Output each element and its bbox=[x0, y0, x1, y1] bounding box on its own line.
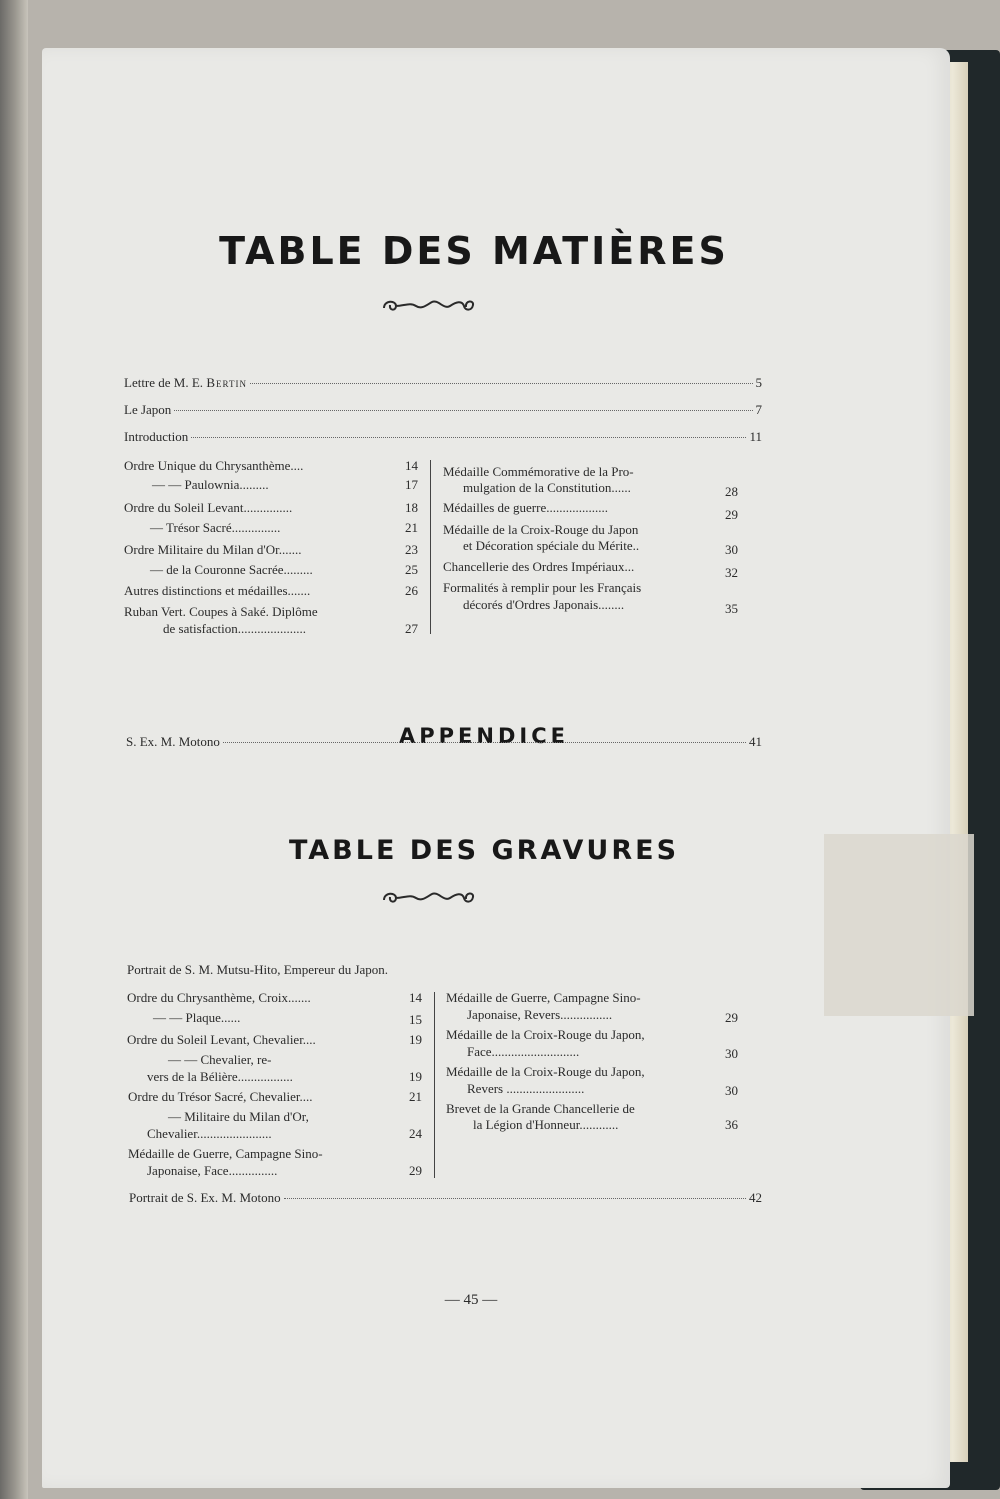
toc-entry: Lettre de M. E. Bertin 5 bbox=[124, 375, 762, 390]
gravure-left-line: — — Chevalier, re- bbox=[168, 1052, 272, 1067]
toc-right-page: 30 bbox=[725, 542, 738, 557]
page-title-gravures: TABLE DES GRAVURES bbox=[288, 835, 680, 866]
toc-right-line: décorés d'Ordres Japonais........ bbox=[463, 597, 625, 612]
gravure-right-page: 29 bbox=[725, 1010, 738, 1025]
gravure-right-line: Revers ........................ bbox=[467, 1081, 585, 1096]
toc-left-page: 26 bbox=[405, 583, 418, 598]
gravure-left-line: Ordre du Chrysanthème, Croix....... bbox=[127, 990, 311, 1005]
toc-right-page: 35 bbox=[725, 601, 738, 616]
toc-entry: Introduction 11 bbox=[124, 429, 762, 444]
toc-entry: S. Ex. M. Motono 41 bbox=[126, 734, 762, 749]
gravure-right-line: la Légion d'Honneur............ bbox=[473, 1117, 619, 1132]
gravure-left-line: Ordre du Soleil Levant, Chevalier.... bbox=[127, 1032, 316, 1047]
page-title-matieres: TABLE DES MATIÈRES bbox=[219, 229, 729, 273]
gravure-left-page: 21 bbox=[409, 1089, 422, 1104]
toc-left-page: 14 bbox=[405, 458, 418, 473]
book-page bbox=[42, 48, 950, 1488]
gravure-right-line: Brevet de la Grande Chancellerie de bbox=[446, 1101, 635, 1116]
gravure-left-page: 19 bbox=[409, 1032, 422, 1047]
gravure-right-line: Médaille de Guerre, Campagne Sino- bbox=[446, 990, 641, 1005]
gravure-left-line: Japonaise, Face............... bbox=[147, 1163, 278, 1178]
toc-left-page: 21 bbox=[405, 520, 418, 535]
gravure-right-line: Médaille de la Croix-Rouge du Japon, bbox=[446, 1064, 645, 1079]
toc-right-line: Médaille Commémorative de la Pro- bbox=[443, 464, 634, 479]
gravure-left-page: 19 bbox=[409, 1069, 422, 1084]
ornament-divider bbox=[380, 888, 480, 908]
toc-right-page: 32 bbox=[725, 565, 738, 580]
column-divider bbox=[430, 460, 431, 634]
toc-right-line: Médailles de guerre................... bbox=[443, 500, 608, 515]
ornament-divider bbox=[380, 296, 480, 316]
toc-left-line: — Trésor Sacré............... bbox=[150, 520, 281, 535]
gravure-left-page: 24 bbox=[409, 1126, 422, 1141]
toc-left-page: 18 bbox=[405, 500, 418, 515]
toc-right-line: Médaille de la Croix-Rouge du Japon bbox=[443, 522, 639, 537]
toc-left-page: 25 bbox=[405, 562, 418, 577]
toc-left-page: 27 bbox=[405, 621, 418, 636]
gravure-right-line: Face........................... bbox=[467, 1044, 580, 1059]
gravure-left-line: Médaille de Guerre, Campagne Sino- bbox=[128, 1146, 323, 1161]
toc-left-line: — de la Couronne Sacrée......... bbox=[150, 562, 313, 577]
gravure-right-page: 30 bbox=[725, 1046, 738, 1061]
section-title-appendice: APPENDICE bbox=[399, 724, 569, 748]
toc-left-line: Ordre Militaire du Milan d'Or....... bbox=[124, 542, 302, 557]
toc-left-line: Autres distinctions et médailles....... bbox=[124, 583, 311, 598]
gravure-right-line: Médaille de la Croix-Rouge du Japon, bbox=[446, 1027, 645, 1042]
column-divider bbox=[434, 992, 435, 1178]
gravure-left-line: Chevalier....................... bbox=[147, 1126, 272, 1141]
gravure-left-page: 29 bbox=[409, 1163, 422, 1178]
book-spine-edge bbox=[0, 0, 28, 1499]
toc-right-line: et Décoration spéciale du Mérite.. bbox=[463, 538, 640, 553]
gravure-left-line: vers de la Bélière................. bbox=[147, 1069, 293, 1084]
gravure-left-page: 15 bbox=[409, 1012, 422, 1027]
toc-left-page: 17 bbox=[405, 477, 418, 492]
gravure-left-page: 14 bbox=[409, 990, 422, 1005]
toc-left-line: — — Paulownia......... bbox=[152, 477, 269, 492]
gravure-right-page: 30 bbox=[725, 1083, 738, 1098]
gravure-left-line: Ordre du Trésor Sacré, Chevalier.... bbox=[128, 1089, 313, 1104]
toc-left-line: Ordre Unique du Chrysanthème.... bbox=[124, 458, 304, 473]
gravure-right-line: Japonaise, Revers................ bbox=[467, 1007, 613, 1022]
gravure-left-line: — Militaire du Milan d'Or, bbox=[168, 1109, 309, 1124]
toc-left-page: 23 bbox=[405, 542, 418, 557]
toc-right-line: Chancellerie des Ordres Impériaux... bbox=[443, 559, 635, 574]
toc-right-page: 28 bbox=[725, 484, 738, 499]
toc-right-line: mulgation de la Constitution...... bbox=[463, 480, 631, 495]
toc-entry: Portrait de S. Ex. M. Motono 42 bbox=[129, 1190, 762, 1205]
gravure-left-line: — — Plaque...... bbox=[153, 1010, 241, 1025]
toc-left-line: Ruban Vert. Coupes à Saké. Diplôme bbox=[124, 604, 318, 619]
toc-right-line: Formalités à remplir pour les Français bbox=[443, 580, 642, 595]
page-number: — 45 — bbox=[444, 1292, 498, 1308]
toc-right-page: 29 bbox=[725, 507, 738, 522]
toc-entry: Le Japon 7 bbox=[124, 402, 762, 417]
gravure-intro: Portrait de S. M. Mutsu-Hito, Empereur du Japon. bbox=[127, 962, 389, 977]
toc-left-line: Ordre du Soleil Levant............... bbox=[124, 500, 293, 515]
gravure-right-page: 36 bbox=[725, 1117, 738, 1132]
toc-left-line: de satisfaction..................... bbox=[163, 621, 306, 636]
